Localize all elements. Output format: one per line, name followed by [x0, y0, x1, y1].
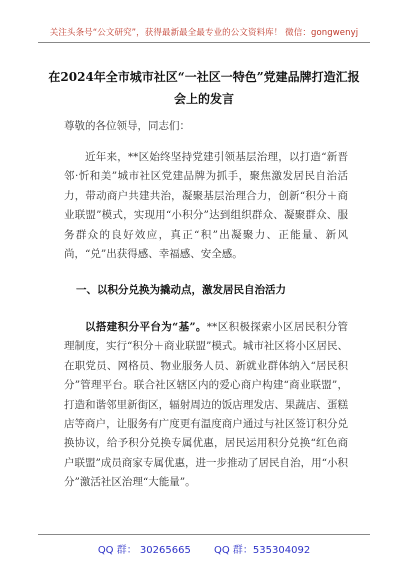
- section-heading-1: 一、以积分兑换为撬动点，激发居民自治活力: [76, 284, 286, 296]
- paragraph-intro: 近年来，**区始终坚持党建引领基层治理，以打造“新晋邻·忻和美”城市社区党建品牌为抓手，聚焦激发居民自治活力，带动商户共建共治，凝聚基层治理合力，创新“积分＋商业联盟”模式，实现用“小积分”达到组织群众、凝聚群众、服务群众的良好效应，真正“积”出凝聚力、正能量、新风尚，“兑”出获得感、幸福感、安全感。: [64, 151, 348, 261]
- footer-qq-group-2: QQ 群：535304092: [214, 545, 311, 556]
- header-notice: 关注头条号“公文研究”，获得最新最全最专业的公文资料库！ 微信：gongwenyj: [49, 28, 359, 38]
- paragraph-section-1: [64, 318, 348, 493]
- document-title: 在2024年全市城市社区“一社区一特色”党建品牌打造汇报会上的发言: [48, 70, 360, 106]
- footer-contact: [0, 541, 408, 556]
- paragraph-lead: 以搭建积分平台为“基”。: [85, 321, 207, 333]
- footer-qq-group-1: QQ 群： 30265665: [97, 545, 191, 556]
- footer-divider: [38, 534, 370, 535]
- header-divider: [38, 42, 370, 43]
- paragraph-body: **区积极探索小区居民积分管理制度，实行“积分＋商业联盟”模式。城市社区将小区居民、在职党员、网格员、物业服务人员、新就业群体纳入“居民积分”管理平台。联合社区辖区内的爱心商户构建“商业联盟”，打造和谐邻里新街区，辐射周边的饭店理发店、果蔬店、蛋糕店等商户，让服务有广度更有温度商户通过与社区签订积分兑换协议，给予积分兑换专属优惠，居民运用积分兑换“红色商户联盟”成员商家专属优惠，进一步推动了居民自治，用“小积分”激活社区治理“大能量”。: [64, 321, 348, 489]
- salutation: 尊敬的各位领导，同志们：: [64, 120, 190, 132]
